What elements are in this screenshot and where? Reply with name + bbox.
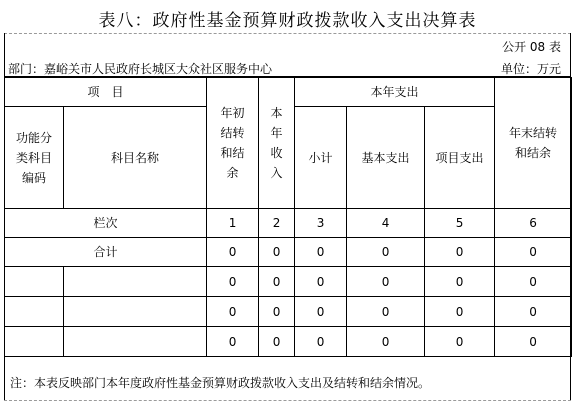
row-code bbox=[5, 327, 64, 357]
column-number: 6 bbox=[495, 209, 572, 238]
row-code bbox=[5, 267, 64, 297]
row-value: 0 bbox=[425, 297, 495, 327]
header-subtotal: 小计 bbox=[295, 107, 347, 209]
unit-label: 单位：万元 bbox=[500, 62, 561, 76]
total-value: 0 bbox=[295, 238, 347, 267]
column-number-label: 栏次 bbox=[5, 209, 207, 238]
row-value: 0 bbox=[347, 297, 425, 327]
footnote: 注：本表反映部门本年度政府性基金预算财政拨款收入支出及结转和结余情况。 bbox=[10, 376, 431, 390]
table-row bbox=[5, 297, 572, 327]
table-row bbox=[5, 267, 572, 297]
column-number: 1 bbox=[207, 209, 259, 238]
header-basic-expense: 基本支出 bbox=[347, 107, 425, 209]
column-number: 4 bbox=[347, 209, 425, 238]
row-value: 0 bbox=[495, 267, 572, 297]
row-value: 0 bbox=[495, 327, 572, 357]
header-func-code-text: 功能分类科目编码 bbox=[15, 130, 52, 185]
row-name bbox=[64, 327, 207, 357]
top-divider bbox=[4, 33, 571, 34]
row-value: 0 bbox=[425, 327, 495, 357]
bottom-divider bbox=[4, 400, 571, 401]
row-value: 0 bbox=[207, 267, 259, 297]
row-value: 0 bbox=[207, 297, 259, 327]
column-number: 2 bbox=[259, 209, 295, 238]
total-value: 0 bbox=[347, 238, 425, 267]
total-row bbox=[5, 238, 572, 267]
total-value: 0 bbox=[259, 238, 295, 267]
row-value: 0 bbox=[295, 267, 347, 297]
row-value: 0 bbox=[425, 267, 495, 297]
row-value: 0 bbox=[259, 327, 295, 357]
header-income bbox=[259, 78, 295, 209]
header-item: 项 目 bbox=[5, 78, 207, 107]
row-value: 0 bbox=[347, 327, 425, 357]
header-income-text: 本年收入 bbox=[270, 106, 283, 180]
row-value: 0 bbox=[259, 297, 295, 327]
table-row bbox=[5, 327, 572, 357]
header-closing-balance-text: 年末结转和结余 bbox=[509, 126, 558, 160]
budget-table bbox=[4, 77, 572, 357]
header-func-code bbox=[5, 107, 64, 209]
department-label: 部门：嘉峪关市人民政府长城区大众社区服务中心 bbox=[8, 62, 273, 76]
total-label: 合计 bbox=[5, 238, 207, 267]
row-value: 0 bbox=[347, 267, 425, 297]
total-value: 0 bbox=[425, 238, 495, 267]
total-value: 0 bbox=[495, 238, 572, 267]
row-value: 0 bbox=[207, 327, 259, 357]
column-number: 5 bbox=[425, 209, 495, 238]
row-value: 0 bbox=[259, 267, 295, 297]
header-closing-balance bbox=[495, 78, 572, 209]
header-opening-balance bbox=[207, 78, 259, 209]
column-number: 3 bbox=[295, 209, 347, 238]
column-number-row bbox=[5, 209, 572, 238]
header-subject-name: 科目名称 bbox=[64, 107, 207, 209]
row-value: 0 bbox=[495, 297, 572, 327]
header-year-expense: 本年支出 bbox=[295, 78, 495, 107]
row-name bbox=[64, 297, 207, 327]
row-value: 0 bbox=[295, 327, 347, 357]
header-opening-balance-text: 年初结转和结余 bbox=[220, 106, 245, 180]
page-title: 表八：政府性基金预算财政拨款收入支出决算表 bbox=[98, 11, 477, 31]
row-name bbox=[64, 267, 207, 297]
header-project-expense: 项目支出 bbox=[425, 107, 495, 209]
total-value: 0 bbox=[207, 238, 259, 267]
row-code bbox=[5, 297, 64, 327]
table-number: 公开 08 表 bbox=[502, 40, 561, 54]
row-value: 0 bbox=[295, 297, 347, 327]
